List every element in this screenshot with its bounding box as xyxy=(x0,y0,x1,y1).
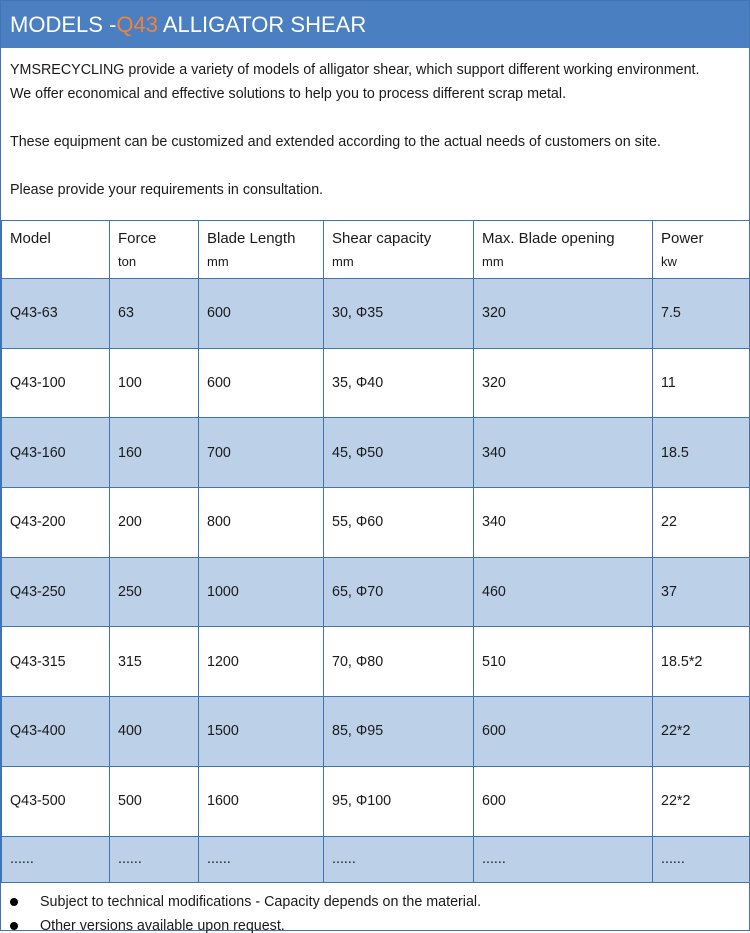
table-cell: 7.5 xyxy=(653,279,750,349)
table-cell: 65, Φ70 xyxy=(324,557,474,627)
table-cell: Q43-500 xyxy=(2,766,110,836)
table-cell: 37 xyxy=(653,557,750,627)
note-text: Subject to technical modifications - Capacity depends on the material. xyxy=(40,893,482,910)
table-cell: 18.5*2 xyxy=(653,627,750,697)
table-cell: 85, Φ95 xyxy=(324,697,474,767)
table-cell: 400 xyxy=(110,697,199,767)
table-cell: 11 xyxy=(653,348,750,418)
notes xyxy=(1,883,749,933)
table-cell: 70, Φ80 xyxy=(324,627,474,697)
column-header-label: Power xyxy=(661,230,704,247)
table-cell: ...... xyxy=(2,836,110,882)
table-cell: 600 xyxy=(199,279,324,349)
title-prefix: MODELS - xyxy=(10,12,117,37)
table-cell: 320 xyxy=(474,348,653,418)
column-header-label: Max. Blade opening xyxy=(482,230,615,247)
intro-line-1: YMSRECYCLING provide a variety of models of alligator shear, which support different working environment. xyxy=(10,62,700,78)
table-cell: 22 xyxy=(653,488,750,558)
table-cell: 315 xyxy=(110,627,199,697)
page-title xyxy=(1,1,749,48)
table-cell: 1200 xyxy=(199,627,324,697)
table-cell: ...... xyxy=(474,836,653,882)
column-header-unit: mm xyxy=(207,254,229,269)
specs-table xyxy=(1,220,750,883)
table-cell: Q43-315 xyxy=(2,627,110,697)
table-cell: 600 xyxy=(199,348,324,418)
column-header xyxy=(653,221,750,279)
table-cell: 100 xyxy=(110,348,199,418)
column-header-label: Model xyxy=(10,230,51,247)
column-header-unit: ton xyxy=(118,254,137,269)
column-header xyxy=(324,221,474,279)
note-item xyxy=(10,914,749,933)
table-cell: 55, Φ60 xyxy=(324,488,474,558)
note-text: Other versions available upon request. xyxy=(40,917,285,933)
table-cell: 250 xyxy=(110,557,199,627)
table-cell: Q43-250 xyxy=(2,557,110,627)
table-cell: Q43-400 xyxy=(2,697,110,767)
table-row xyxy=(2,418,750,488)
column-header-label: Blade Length xyxy=(207,230,296,247)
table-row xyxy=(2,627,750,697)
column-header xyxy=(199,221,324,279)
intro-line-4: Please provide your requirements in consultation. xyxy=(10,182,324,198)
column-header-unit: kw xyxy=(661,254,677,269)
table-cell: 22*2 xyxy=(653,697,750,767)
title-model: Q43 xyxy=(116,12,158,37)
title-suffix: ALLIGATOR SHEAR xyxy=(157,12,367,37)
table-cell: ...... xyxy=(653,836,750,882)
table-row xyxy=(2,557,750,627)
table-cell: Q43-160 xyxy=(2,418,110,488)
table-cell: 320 xyxy=(474,279,653,349)
column-header-label: Shear capacity xyxy=(332,230,432,247)
table-cell: 700 xyxy=(199,418,324,488)
table-cell: 1500 xyxy=(199,697,324,767)
table-cell: Q43-63 xyxy=(2,279,110,349)
table-row xyxy=(2,348,750,418)
bullet-icon xyxy=(10,922,18,930)
table-cell: 800 xyxy=(199,488,324,558)
column-header xyxy=(474,221,653,279)
column-header-unit: mm xyxy=(482,254,504,269)
intro-line-3: These equipment can be customized and extended according to the actual needs of customers on site. xyxy=(10,134,661,150)
table-cell: 95, Φ100 xyxy=(324,766,474,836)
column-header xyxy=(2,221,110,279)
table-header-row xyxy=(2,221,750,279)
table-cell: 35, Φ40 xyxy=(324,348,474,418)
table-cell: 45, Φ50 xyxy=(324,418,474,488)
table-cell: ...... xyxy=(324,836,474,882)
column-header-unit: mm xyxy=(332,254,354,269)
table-cell: 200 xyxy=(110,488,199,558)
table-cell: ...... xyxy=(199,836,324,882)
table-cell: 340 xyxy=(474,488,653,558)
bullet-icon xyxy=(10,898,18,906)
table-cell: 22*2 xyxy=(653,766,750,836)
table-cell: 30, Φ35 xyxy=(324,279,474,349)
table-row xyxy=(2,697,750,767)
note-item xyxy=(10,890,749,914)
intro-line-2: We offer economical and effective solutions to help you to process different scrap metal. xyxy=(10,86,567,102)
column-header-label: Force xyxy=(118,230,157,247)
table-cell: 18.5 xyxy=(653,418,750,488)
table-cell: 600 xyxy=(474,697,653,767)
table-row xyxy=(2,766,750,836)
table-cell: Q43-100 xyxy=(2,348,110,418)
column-header xyxy=(110,221,199,279)
table-cell: 340 xyxy=(474,418,653,488)
intro-text xyxy=(1,48,749,220)
table-cell: Q43-200 xyxy=(2,488,110,558)
table-row xyxy=(2,488,750,558)
table-cell: 460 xyxy=(474,557,653,627)
table-cell: 1000 xyxy=(199,557,324,627)
table-cell: 510 xyxy=(474,627,653,697)
table-cell: 160 xyxy=(110,418,199,488)
table-cell: 500 xyxy=(110,766,199,836)
table-cell: ...... xyxy=(110,836,199,882)
table-row xyxy=(2,836,750,882)
table-row xyxy=(2,279,750,349)
table-cell: 63 xyxy=(110,279,199,349)
table-cell: 1600 xyxy=(199,766,324,836)
table-cell: 600 xyxy=(474,766,653,836)
